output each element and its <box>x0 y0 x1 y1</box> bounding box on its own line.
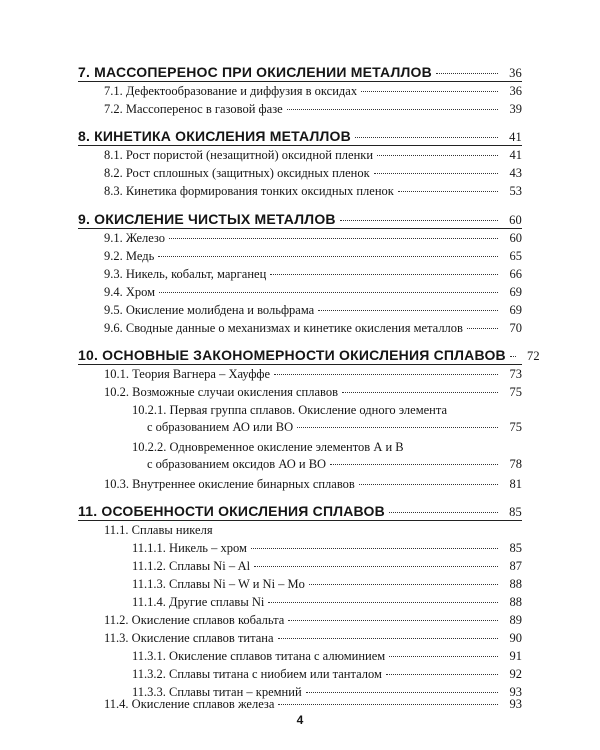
leader-dots <box>287 109 498 110</box>
leader-dots <box>389 512 498 513</box>
chapter-rule <box>78 364 522 365</box>
section-9-5[interactable]: 9.5. Окисление молибдена и вольфрама 69 <box>104 303 522 317</box>
leader-dots <box>270 274 498 275</box>
leader-dots <box>268 602 498 603</box>
section-10-3[interactable]: 10.3. Внутреннее окисление бинарных сплавов 81 <box>104 477 522 491</box>
section-9-3[interactable]: 9.3. Никель, кобальт, марганец 66 <box>104 267 522 281</box>
chapter-rule <box>78 520 522 521</box>
page-number: 4 <box>296 713 304 727</box>
leader-dots <box>510 356 516 357</box>
leader-dots <box>386 674 498 675</box>
section-10-1[interactable]: 10.1. Теория Вагнера – Хауффе 73 <box>104 367 522 381</box>
section-11-3-2[interactable]: 11.3.2. Сплавы титана с ниобием или танталом 92 <box>132 667 522 681</box>
leader-dots <box>297 427 498 428</box>
chapter-7[interactable]: 7. МАССОПЕРЕНОС ПРИ ОКИСЛЕНИИ МЕТАЛЛОВ 36 <box>78 64 522 80</box>
section-9-2[interactable]: 9.2. Медь 65 <box>104 249 522 263</box>
leader-dots <box>436 73 498 74</box>
leader-dots <box>158 256 498 257</box>
leader-dots <box>306 692 498 693</box>
leader-dots <box>169 238 498 239</box>
section-11-2[interactable]: 11.2. Окисление сплавов кобальта 89 <box>104 613 522 627</box>
section-8-2[interactable]: 8.2. Рост сплошных (защитных) оксидных пленок 43 <box>104 166 522 180</box>
section-11-1-1[interactable]: 11.1.1. Никель – хром 85 <box>132 541 522 555</box>
section-8-3[interactable]: 8.3. Кинетика формирования тонких оксидных пленок 53 <box>104 184 522 198</box>
section-9-6[interactable]: 9.6. Сводные данные о механизмах и кинетике окисления металлов 70 <box>104 321 522 335</box>
section-line-1: 10.2.2. Одновременное окисление элементов А и В <box>132 440 404 454</box>
section-11-3[interactable]: 11.3. Окисление сплавов титана 90 <box>104 631 522 645</box>
leader-dots <box>467 328 498 329</box>
section-10-2[interactable]: 10.2. Возможные случаи окисления сплавов 75 <box>104 385 522 399</box>
leader-dots <box>274 374 498 375</box>
leader-dots <box>330 464 498 465</box>
leader-dots <box>377 155 498 156</box>
leader-dots <box>342 392 498 393</box>
leader-dots <box>340 220 498 221</box>
section-7-1[interactable]: 7.1. Дефектообразование и диффузия в оксидах 36 <box>104 84 522 98</box>
section-8-1[interactable]: 8.1. Рост пористой (незащитной) оксидной пленки 41 <box>104 148 522 162</box>
leader-dots <box>374 173 498 174</box>
chapter-11[interactable]: 11. ОСОБЕННОСТИ ОКИСЛЕНИЯ СПЛАВОВ 85 <box>78 503 522 519</box>
section-11-1-2[interactable]: 11.1.2. Сплавы Ni – Al 87 <box>132 559 522 573</box>
section-11-1[interactable]: 11.1. Сплавы никеля <box>104 523 213 537</box>
leader-dots <box>398 191 498 192</box>
section-11-1-3[interactable]: 11.1.3. Сплавы Ni – W и Ni – Mo 88 <box>132 577 522 591</box>
leader-dots <box>309 584 498 585</box>
section-line-2: с образованием оксидов АО и ВО 78 <box>147 457 522 471</box>
section-9-4[interactable]: 9.4. Хром 69 <box>104 285 522 299</box>
leader-dots <box>355 137 498 138</box>
section-9-1[interactable]: 9.1. Железо 60 <box>104 231 522 245</box>
leader-dots <box>359 484 498 485</box>
section-7-2[interactable]: 7.2. Массоперенос в газовой фазе 39 <box>104 102 522 116</box>
leader-dots <box>318 310 498 311</box>
section-10-2-2[interactable] <box>132 440 522 472</box>
leader-dots <box>254 566 498 567</box>
section-line-1: 10.2.1. Первая группа сплавов. Окисление одного элемента <box>132 403 448 417</box>
leader-dots <box>251 548 498 549</box>
leader-dots <box>361 91 498 92</box>
chapter-8[interactable]: 8. КИНЕТИКА ОКИСЛЕНИЯ МЕТАЛЛОВ 41 <box>78 128 522 144</box>
section-11-3-3[interactable]: 11.3.3. Сплавы титан – кремний 93 <box>132 685 522 699</box>
leader-dots <box>159 292 498 293</box>
leader-dots <box>278 638 498 639</box>
section-10-2-1[interactable] <box>132 403 522 435</box>
section-line-2: с образованием АО или ВО 75 <box>147 420 522 434</box>
section-11-3-1[interactable]: 11.3.1. Окисление сплавов титана с алюминием 91 <box>132 649 522 663</box>
leader-dots <box>288 620 498 621</box>
section-11-4[interactable]: 11.4. Окисление сплавов железа 93 <box>104 697 522 711</box>
chapter-9[interactable]: 9. ОКИСЛЕНИЕ ЧИСТЫХ МЕТАЛЛОВ 60 <box>78 211 522 227</box>
chapter-rule <box>78 228 522 229</box>
chapter-rule <box>78 145 522 146</box>
chapter-10[interactable]: 10. ОСНОВНЫЕ ЗАКОНОМЕРНОСТИ ОКИСЛЕНИЯ СПЛАВОВ 72 <box>78 347 540 363</box>
leader-dots <box>278 704 498 705</box>
chapter-rule <box>78 81 522 82</box>
leader-dots <box>389 656 498 657</box>
section-11-1-4[interactable]: 11.1.4. Другие сплавы Ni 88 <box>132 595 522 609</box>
